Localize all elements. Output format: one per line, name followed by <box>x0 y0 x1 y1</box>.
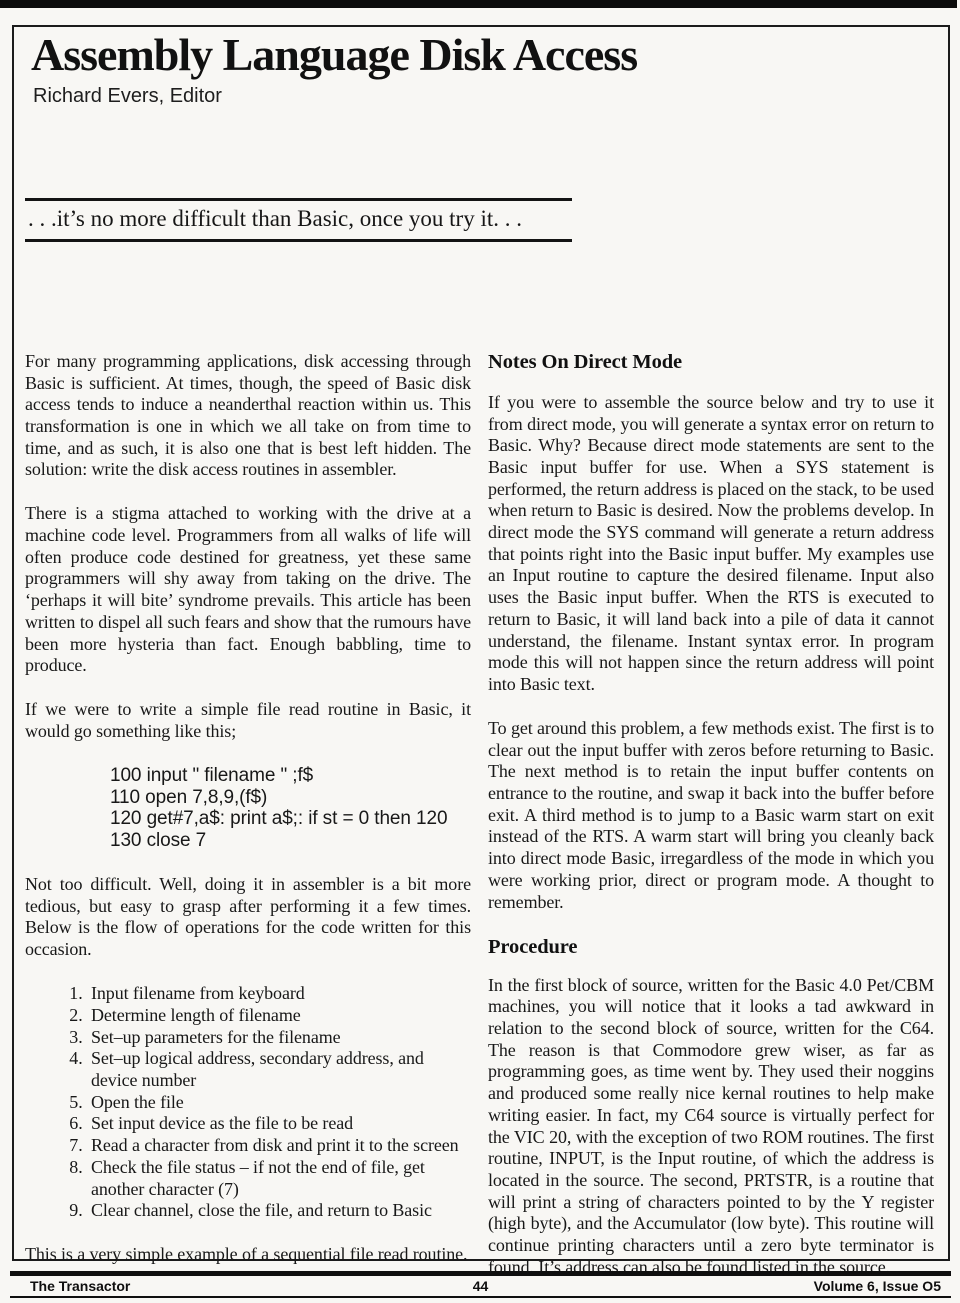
footer-page-number: 44 <box>472 1278 489 1294</box>
tagline-text: . . .it’s no more difficult than Basic, once you try it. . . <box>28 205 522 231</box>
page-top-edge-bar <box>0 0 957 8</box>
step-item: 9. Clear channel, close the file, and return to Basic <box>87 1200 471 1222</box>
footer-bar <box>10 1271 951 1298</box>
code-line: 110 open 7,8,9,(f$) <box>110 786 268 808</box>
page-title: Assembly Language Disk Access <box>31 29 638 80</box>
code-line: 130 close 7 <box>110 830 207 852</box>
left-column <box>25 351 471 1301</box>
article-frame <box>12 25 950 1277</box>
code-line: 100 input " filename " ;f$ <box>110 764 314 786</box>
tagline-rule-box <box>25 198 572 242</box>
article-columns <box>14 351 948 1301</box>
steps-list <box>25 983 471 1222</box>
step-item: 8. Check the file status – if not the end of file, get another character (7) <box>87 1157 471 1200</box>
step-item: 4. Set–up logical address, secondary address, and device number <box>87 1048 471 1091</box>
step-item: 2. Determine length of filename <box>87 1005 471 1027</box>
closing-sentence: This is a very simple example of a sequential file read routine. <box>25 1244 468 1265</box>
section-heading-notes-on-direct-mode: Notes On Direct Mode <box>488 350 683 373</box>
body-paragraph: If you were to assemble the source below and try to use it from direct mode, you will generate a syntax error on return to Basic. Why? Because direct mode statements are sent to the Basic input buffer for use. When a SYS statement is performed, the return address is placed on the stack, to be used when return to Basic is desired. Now the problems develop. In direct mode the SYS command will generate a return address that points right into the Basic input buffer. My examples use an Input routine to capture the desired filename. Input also uses the Basic input buffer. When the RTS is executed to return to Basic, it will land back into a pile of data it cannot understand, the filename. Instant syntax error. In program mode this will not happen since the return address will point into Basic text. <box>488 391 934 694</box>
body-paragraph: For many programming applications, disk accessing through Basic is sufficient. At times, though, the speed of Basic disk access tends to induce a neanderthal reaction within us. This transformation is one in which we all take on from time to time, and as such, it is also one that is best left hidden. The solution: write the disk access routines in assembler. <box>25 350 471 480</box>
article-header <box>31 31 948 108</box>
step-item: 7. Read a character from disk and print it to the screen <box>87 1135 471 1157</box>
right-column <box>488 351 934 1301</box>
step-item: 6. Set input device as the file to be read <box>87 1113 471 1135</box>
section-heading-procedure: Procedure <box>488 935 578 958</box>
step-item: 5. Open the file <box>87 1092 471 1114</box>
body-paragraph: In the first block of source, written for the Basic 4.0 Pet/CBM machines, you will notice that it looks a tad awkward in relation to the second block of source, written for the C64. The reason is that Commodore grew wiser, as far as programming goes, as time went by. They used their noggins and produced some really nice kernal routines to help make writing easier. In fact, my C64 source is virtually perfect for the VIC 20, with the exception of two ROM routines. The first routine, INPUT, is the Input routine, of which the address is located in the source. The second, PRTSTR, is a routine that will print a string of characters pointed to by the Y register (high byte), and the Accumulator (low byte). This routine will continue printing characters until a zero byte terminator is found. It’s address can also be found listed in the source. <box>488 974 934 1277</box>
step-item: 1. Input filename from keyboard <box>87 983 471 1005</box>
footer-magazine-name: The Transactor <box>30 1278 131 1294</box>
body-paragraph: There is a stigma attached to working with the drive at a machine code level. Programmers from all walks of life will often produce code destined for greatness, yet these same programmers will shy away from taking on the drive. The ‘perhaps it will bite’ syndrome prevails. This article has been written to dispel all such fears and show that the rumours have been more hysteria than fact. Enough babbling, time to produce. <box>25 503 471 676</box>
byline: Richard Evers, Editor <box>33 84 222 107</box>
body-paragraph: To get around this problem, a few methods exist. The first is to clear out the input buffer with zeros before returning to Basic. The next method is to retain the input buffer contents on entrance to the routine, and swap it back into the buffer before exit. A third method is to jump to a Basic warm start on exit instead of the RTS. A warm start will bring you cleanly back into direct mode Basic, irregardless of the mode in which you were working prior, direct or program mode. A thought to remember. <box>488 717 934 912</box>
body-paragraph: Not too difficult. Well, doing it in assembler is a bit more tedious, but easy to grasp after performing it a few times. Below is the flow of operations for the code written for this occasion. <box>25 874 471 960</box>
basic-code-listing <box>25 765 471 852</box>
footer-issue: Volume 6, Issue O5 <box>813 1278 941 1294</box>
body-paragraph: If we were to write a simple file read routine in Basic, it would go something like this; <box>25 699 471 741</box>
step-item: 3. Set–up parameters for the filename <box>87 1027 471 1049</box>
code-line: 120 get#7,a$: print a$;: if st = 0 then 120 <box>110 808 448 830</box>
